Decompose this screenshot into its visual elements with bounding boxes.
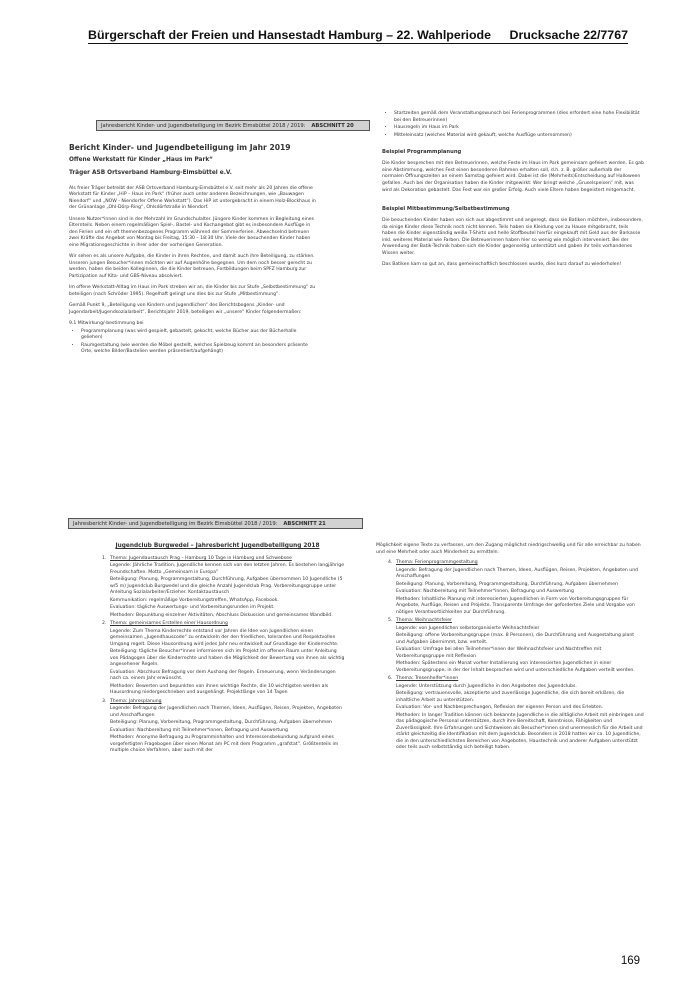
- entry: Kommunikation: regelmäßige Vorbereitungstreffen, WhatsApp, Facebook.: [110, 597, 279, 603]
- document-number: Drucksache 22/7767: [509, 28, 628, 42]
- theme-item: [102, 556, 345, 620]
- paragraph: Die besuchenden Kinder haben von sich aus abgestimmt und angeregt, dass sie Batiken möchten, insbesondere, da einige Kinder diese Technik noch nicht kennen. Teils haben sie Kleidung von zu Hause mitgebracht, teils haben die Kinder eigenständig weiße T-Shirts und helle Stoffbeutel hierfür eingekauft mit Geld aus der Barkasse inkl. weiteres Material wie Farben. Die Betreuerinnen haben hier so wenig wie möglich interveniert. Bei der Anwendung der Batik-Technik haben sich die Kinder gegenseitig unterstützt und gaben ihr teils vorhandenes Wissen weiter.: [382, 218, 643, 256]
- scanned-page-section-20: [60, 105, 650, 495]
- entry: Legende: Zum Thema Kinderrechte entstand vor Jahren die Idee von Jugendlichen einen gemeinsamen „Jugendhauscode“ zu entwickeln der den friedlichen, toleranten und Respektvollen Umgang regelt. Diese Hausordnung wird jedes Jahr neu entwickelt auf Grundlage der Kinderrechte.: [110, 628, 339, 647]
- entry: Methoden: Bepunktung einzelner Aktivitäten, Abschluss Diskussion und gemeinsames Wandbild.: [110, 612, 333, 618]
- theme-line: 6. Thema: Tresenhelfer*innen: [388, 676, 459, 682]
- list-item: • Raumgestaltung (wie werden die Möbel gestellt, welches Spielzeug kommt an besonders präsente Orte, welche Bilder/Bastelien werden präsentiert/aufgehängt): [81, 343, 319, 356]
- theme-item: [102, 621, 345, 697]
- section-bar: [96, 120, 370, 131]
- theme-line: 3. Thema: Jahresplanung: [102, 698, 162, 704]
- header-rule: [88, 43, 628, 44]
- entry: Beteiligung: Planung, Vorbereitung, Programmgestaltung, Durchführung, Aufgaben übernehmen: [110, 720, 332, 726]
- participation-list-continued: [382, 111, 644, 139]
- entry: Evaluation: Abschluss Befragung vor dem Aushang der Regeln. Erneuerung, wenn Veränderungen nach ca. einem Jahr erwünscht.: [110, 669, 336, 682]
- list-item: • Programmplanung (was wird gespielt, gebastelt, gekocht, welche Bücher aus der Bücherhalle geliehen): [81, 329, 319, 342]
- paragraph: Gemäß Punkt 9, „Beteiligung von Kindern und Jugendlichen“ des Berichtsbogens „Kinder- und Jugendarbeit/Jugendsozialarbeit“, Berichtsjahr 2019, beteiligen wir „unsere“ Kinder folgendermaßen:: [69, 303, 302, 315]
- report-subtitle: Offene Werkstatt für Kinder „Haus im Park“: [69, 157, 213, 164]
- parliament-title: Bürgerschaft der Freien und Hansestadt Hamburg – 22. Wahlperiode: [88, 28, 492, 42]
- list-item: • Mitteleinsatz (welches Material wird gekauft, welche Ausflüge unternommen): [394, 133, 644, 140]
- section-bar: [68, 518, 363, 529]
- entry: Beteiligung: offene Vorbereitungsgruppe (max. 8 Personen), die Durchführung und Ausgestaltung plant und Aufgaben übernimmt, bzw. verteilt.: [396, 633, 635, 645]
- theme-line: 4. Thema: Ferienprogrammgestaltung: [388, 560, 478, 566]
- paragraph: Das Batiken kam so gut an, dass gemeinschaftlich beschlossen wurde, dies kurz darauf zu wiederholen!: [382, 262, 622, 268]
- entry: Legende: Unterstützung durch Jugendliche in den Angeboten des Jugendclubs.: [396, 683, 577, 689]
- paragraph: Wir sehen es als unsere Aufgabe, die Kinder in ihren Rechten, und damit auch ihre Beteiligung, zu stärken. Unseren jungen Besucher*innen möchten wir auf Augenhöhe begegnen. Um dem noch besser gerecht zu werden, haben die beiden Kolleginnen, die die Kinder betreuen, Fortbildungen beim SPFZ Hamburg zur Partizipation auf Kita- und GBS-Niveau absolviert.: [69, 254, 315, 279]
- entry: Beteiligung: tägliche Besucher*innen informieren sich im Projekt im offenen Raum unter Anleitung von Pädagogen über die Kinderrechte und haben die Möglichkeit der Bewertung von ihnen als wichtig angesehener Regeln.: [110, 649, 345, 668]
- left-column: [69, 143, 319, 361]
- section-bar-text: Jahresbericht Kinder- und Jugendbeteiligung im Bezirk Eimsbüttel 2018 / 2019:: [73, 521, 278, 527]
- entry: Evaluation: tägliche Auswertungs- und Vorbereitungsrunden im Projekt.: [110, 605, 275, 611]
- entry: Beteiligung: Planung, Programmgestaltung, Durchführung, Aufgaben übernommen 10 Jugendliche (5 w/5 m) Jugendclub Burgwedel und die gleiche Anzahl Jugendclub Prag. Vorbereitungsgruppe unter Anleitung Sozialarbeiter/Erzieher. Kontaktaustausch: [110, 577, 343, 596]
- participation-list: [69, 329, 319, 356]
- entry: Legende: von Jugendlichen selbstorganisierte Weihnachtsfeier: [396, 625, 540, 631]
- entry: Methoden: Spätestens ein Monat vorher Installierung von interessierten Jugendlichen in einer Vorbereitungsgruppe, in der der Inhalt besprochen wird und unterschiedliche Aufgaben verteilt werden.: [396, 661, 635, 673]
- paragraph: Die Kinder besprechen mit den Betreuerinnen, welche Feste im Haus im Park gemeinsam gefeiert werden. Es gab eine Abstimmung, welches Fest einen besonderen Rahmen erhalten soll, d.h. z. B. größer außerhalb der normalen Öffnungszeiten an einem Samstag gefeiert wird. Dabei ist die (Mehrheits)Entscheidung auf Halloween gefallen. Auch bei der Organisation haben die Kinder mitgewirkt: Wer bringt welche „Gruselspeisen“ mit, was wird als Dekoration gebastelt. Das Fest war ein großer Erfolg. Auch viele Eltern haben begeistert mitgemacht.: [382, 161, 644, 193]
- section-number: ABSCHNITT 20: [311, 123, 354, 129]
- theme-line: 2. Thema: gemeinsames Erstellen einer Hausordnung: [102, 621, 228, 627]
- section-number: ABSCHNITT 21: [283, 521, 326, 527]
- page-number: 169: [620, 955, 640, 967]
- paragraph: Im offene Werkstatt-Alltag im Haus im Park streben wir an, die Kinder bis zur Stufe „Selbstbestimmung“ zu beteiligen (nach Schröder 1995). Regelhaft gelingt uns dies bis zur Stufe „Mitbestimmung“.: [69, 285, 316, 297]
- scanned-page-section-21: [60, 510, 650, 950]
- entry: Legende: Befragung der Jugendlichen nach Themen, Ideen, Ausflügen, Reisen, Projekten, Angeboten und Anschaffungen: [396, 567, 639, 580]
- left-column: [90, 543, 345, 760]
- right-column: [382, 111, 644, 274]
- entry: Legende: Befragung der Jugendlichen nach Themen, Ideen, Ausflügen, Reisen, Projekten, Angeboten und Anschaffungen: [110, 706, 342, 718]
- entry: Evaluation: Vor- und Nachbesprechungen, Reflexion der eigenen Person und des Erlebten.: [396, 705, 604, 711]
- entry: Legende: Jährliche Tradition, Jugendliche kennen sich von den letzten Jahren. Es bestehen langjährige Freundschaften. Motto „Gemeinsam in Europa“: [110, 563, 345, 575]
- theme-item: [388, 560, 644, 616]
- list-heading: 9.1 Mitwirkung/-bestimmung bei: [69, 321, 144, 327]
- report-title: Bericht Kinder- und Jugendbeteiligung im Jahr 2019: [69, 143, 291, 152]
- report-provider: Träger ASB Ortsverband Hamburg-Eimsbüttel e.V.: [69, 170, 232, 177]
- entry: Evaluation: Nachbereitung mit Teilnehmer*innen, Befragung und Auswertung: [110, 727, 288, 733]
- entry: Methoden: Bewerten und bepunkten von ihnen wichtige Rechte, die 10 wichtigsten werden als Hausordnung niedergeschrieben und ausgehängt. Projektlänge von 14 Tagen: [110, 683, 329, 696]
- theme-item: [388, 618, 644, 674]
- section-heading: Beispiel Programmplanung: [382, 149, 462, 156]
- list-item: • Hausregeln im Haus im Park: [394, 125, 644, 132]
- paragraph: Unsere Nutzer*innen sind in der Mehrzahl im Grundschulalter. Jüngere Kinder kommen in Begleitung eines Elternteils. Neben einem regelmäßigen Spiel-, Bastel- und Kochangebot gibt es insbesondere Ausflüge in den Ferien und ein oft themenbezogenes Programm während der Sommerferien. Abwechselnd betreuen zwei Kräfte das Angebot von Montag bis Freitag, 15:30 – 18:30 Uhr. Viele der besuchenden Kinder haben eine Migrationsgeschichte in ihrer oder der vorherigen Generation.: [69, 216, 315, 248]
- theme-line: 5. Thema: Weihnachtsfeier: [388, 618, 452, 624]
- entry: Evaluation: Umfrage bei allen Teilnehmer*innen der Weihnachtsfeier und Nachtreffen mit Vorbereitungsgruppe mit Reflexion: [396, 647, 602, 659]
- right-column: [376, 543, 644, 757]
- entry: Evaluation: Nachbereitung mit Teilnehmer*innen, Befragung und Auswertung: [396, 589, 574, 595]
- themes-list: [90, 556, 345, 755]
- entry: Methoden: Inhaltliche Planung mit interessierten Jugendlichen in Form von Vorbereitungsgruppen für Angebote, Ausflüge, Reisen und Projekte. Transparente Umfrage der geforderten Ziele und Vorgabe von nötigen Verantwortlichkeiten zur Durchführung.: [396, 596, 635, 615]
- entry: Beteiligung: vertrauensvolle, akzeptierte und zuverlässige Jugendliche, die sich bereit erklären, die inhaltliche Arbeit zu unterstützen.: [396, 691, 625, 703]
- theme-item: [388, 676, 644, 752]
- report-title: Jugendclub Burgwedel – Jahresbericht Jugendbeteiligung 2018: [115, 543, 320, 549]
- entry: Methoden: Anonyme Befragung zu Programminhalten und Interessensbekundung aufgrund eines vorgefertigten Fragebogen über einen Monat am PC mit dem Programm „grafstat“. Größtenteils im multiple choice Verfahren, aber auch mit der: [110, 735, 339, 754]
- theme-item: [102, 699, 345, 755]
- entry: Methoden: In langer Tradition können sich bekannte Jugendliche in die alltägliche Arbeit mit einbringen und das pädagogische Personal unterstützen, durch ihre Bereitschaft, Kenntnisse, Fähigkeiten und Zuverlässigkeit. Ihre Erfahrungen und Sichtweisen als Besucher*innen sind unermesslich für die Arbeit und stärkt gleichzeitig die Identifikation mit dem Jugendclub. Besonders in 2018 hatten wir ca. 10 Jugendliche, die in den unterschiedlichsten Bereichen von Angeboten, Haustechnik und anderer Aufgaben unterstützt oder teils auch selbstständig sich beteiligt haben.: [396, 712, 644, 751]
- list-item: • Startzeiten gemäß dem Veranstaltungswunsch bei Ferienprogrammen (dies erfordert eine hohe Flexibilität bei den Betreuerinnen): [394, 111, 644, 124]
- paragraph: Möglichkeit eigene Texte zu verfassen, um den Zugang möglichst niedrigschwellig und für alle erreichbar zu haben und eine Mehrheit oder auch Minderheit zu ermitteln.: [376, 543, 641, 555]
- themes-list-continued: [376, 560, 644, 752]
- paragraph: Als freier Träger betreibt der ASB Ortsverband Hamburg-Eimsbüttel e.V. seit mehr als 20 Jahren die offene Werkstatt für Kinder „HiP – Haus im Park“ (früher auch unter anderen Bezeichnungen, wie „Bauwagen Niendorf“ und „NOW - Niendorfer Offene Werkstatt“). Das HiP ist untergebracht in einem Holz-Blockhaus in der Grünanlage „Ohl-Dörp-Ring“, Ohlsdörfstraße in Niendorf.: [69, 185, 316, 211]
- entry: Beteiligung: Planung, Vorbereitung, Programmgestaltung, Durchführung, Aufgaben übernehmen: [396, 581, 618, 587]
- theme-line: 1. Thema: Jugendaustausch Prag – Hamburg 10 Tage in Hamburg und Schwebsee: [102, 555, 292, 561]
- section-heading: Beispiel Mitbestimmung/Selbstbestimmung: [382, 206, 510, 213]
- document-header: [88, 28, 628, 46]
- section-bar-text: Jahresbericht Kinder- und Jugendbeteiligung im Bezirk Eimsbüttel 2018 / 2019:: [101, 123, 306, 129]
